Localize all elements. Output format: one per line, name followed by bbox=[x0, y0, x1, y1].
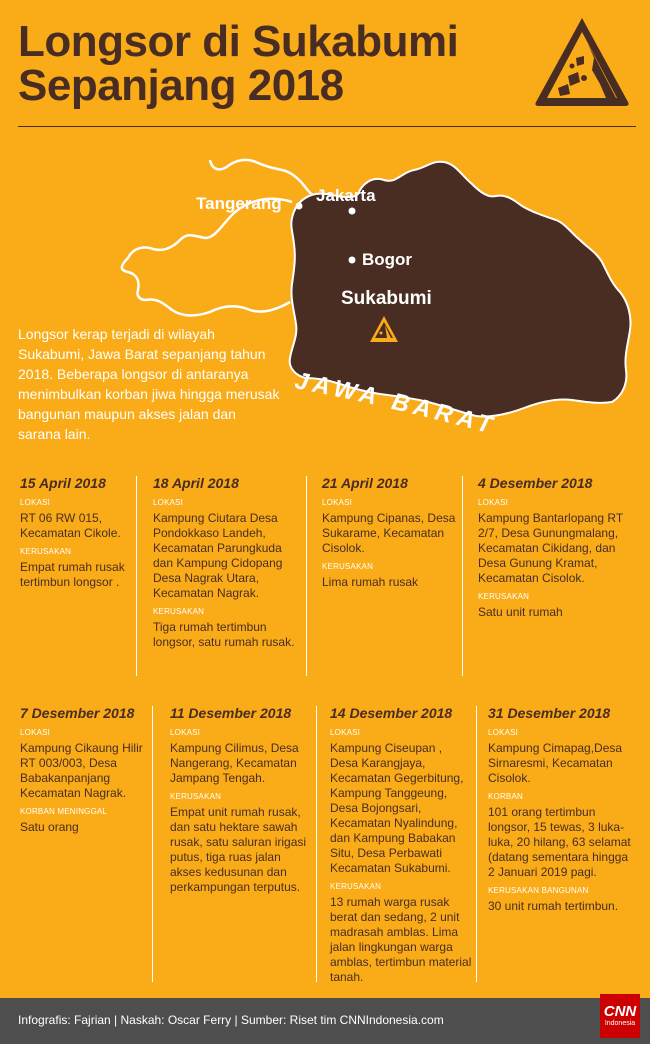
event-label: KERUSAKAN bbox=[330, 882, 382, 891]
event-text: Kampung Ciutara Desa Pondokkaso Landeh, Kecamatan Parungkuda dan Kampung Cidopang Desa Nagrak Utara, Kecamatan Nagrak. bbox=[153, 511, 283, 600]
event-label: KERUSAKAN BANGUNAN bbox=[488, 886, 589, 895]
event-text: 101 orang tertimbun longsor, 15 tewas, 3 luka-luka, 20 hilang, 63 selamat (datang sementara hingga 2 Januari 2019 pagi. bbox=[488, 805, 631, 879]
page-title bbox=[18, 17, 459, 110]
city-label-tangerang: Tangerang bbox=[196, 194, 282, 213]
cnn-logo-subtext: Indonesia bbox=[604, 1020, 636, 1027]
event-label: KERUSAKAN bbox=[170, 792, 222, 801]
event-text: Satu orang bbox=[20, 820, 79, 834]
event-text: Tiga rumah tertimbun longsor, satu rumah rusak. bbox=[153, 620, 295, 649]
event-card bbox=[478, 476, 634, 620]
city-label-bogor: Bogor bbox=[362, 250, 413, 269]
city-label-jakarta: Jakarta bbox=[316, 186, 376, 205]
event-date: 11 Desember 2018 bbox=[170, 705, 292, 721]
title-line-2: Sepanjang 2018 bbox=[18, 61, 344, 110]
jakarta-dot bbox=[349, 208, 356, 215]
event-label: LOKASI bbox=[478, 498, 509, 507]
event-text: Kampung Cilimus, Desa Nangerang, Kecamatan Jampang Tengah. bbox=[170, 741, 299, 785]
event-card bbox=[488, 706, 634, 914]
event-text: Empat unit rumah rusak, dan satu hektare sawah rusak, satu saluran irigasi putus, tiga ruas jalan akses kedusunan dan perkampungan terputus. bbox=[170, 805, 307, 894]
event-label: LOKASI bbox=[488, 728, 519, 737]
event-card bbox=[330, 706, 472, 985]
event-date: 4 Desember 2018 bbox=[478, 475, 593, 491]
column-divider bbox=[136, 476, 137, 676]
cnn-indonesia-logo[interactable] bbox=[600, 994, 640, 1038]
event-text: RT 06 RW 015, Kecamatan Cikole. bbox=[20, 511, 121, 540]
intro-paragraph: Longsor kerap terjadi di wilayah Sukabumi, Jawa Barat sepanjang tahun 2018. Beberapa longsor di antaranya menimbulkan korban jiwa hingga merusak bangunan maupun akses jalan dan sarana lain. bbox=[18, 326, 280, 442]
city-label-sukabumi: Sukabumi bbox=[341, 288, 432, 309]
event-label: KERUSAKAN bbox=[478, 592, 530, 601]
event-card bbox=[20, 706, 144, 835]
event-label: KERUSAKAN bbox=[153, 607, 205, 616]
event-label: LOKASI bbox=[330, 728, 361, 737]
event-date: 7 Desember 2018 bbox=[20, 705, 135, 721]
title-line-1: Longsor di Sukabumi bbox=[18, 17, 459, 66]
event-date: 14 Desember 2018 bbox=[330, 705, 453, 721]
event-card bbox=[20, 476, 144, 590]
column-divider bbox=[306, 476, 307, 676]
event-card bbox=[153, 476, 305, 650]
landslide-warning-icon bbox=[532, 14, 632, 110]
region-label: JAWA BARAT bbox=[292, 367, 500, 441]
event-date: 15 April 2018 bbox=[20, 475, 106, 491]
event-label: KORBAN MENINGGAL bbox=[20, 807, 108, 816]
event-card bbox=[170, 706, 310, 895]
event-date: 31 Desember 2018 bbox=[488, 705, 611, 721]
event-label: LOKASI bbox=[322, 498, 353, 507]
event-date: 21 April 2018 bbox=[322, 475, 408, 491]
event-text: Kampung Bantarlopang RT 2/7, Desa Gunungmalang, Kecamatan Cikidang, dan Desa Gunung Kramat, Kecamatan Cisolok. bbox=[478, 511, 623, 585]
column-divider bbox=[316, 706, 317, 982]
event-card bbox=[322, 476, 456, 590]
event-label: KORBAN bbox=[488, 792, 523, 801]
footer bbox=[0, 998, 650, 1044]
event-text: Kampung Cimapag,Desa Sirnaresmi, Kecamatan Cisolok. bbox=[488, 741, 623, 785]
event-text: Lima rumah rusak bbox=[322, 575, 419, 589]
event-text: Empat rumah rusak tertimbun longsor . bbox=[20, 560, 125, 589]
column-divider bbox=[152, 706, 153, 982]
event-label: LOKASI bbox=[20, 498, 51, 507]
event-label: LOKASI bbox=[20, 728, 51, 737]
event-text: Kampung Cikaung Hilir RT 003/003, Desa Babakanpanjang Kecamatan Nagrak. bbox=[20, 741, 143, 800]
column-divider bbox=[476, 706, 477, 982]
event-label: KERUSAKAN bbox=[322, 562, 374, 571]
cnn-logo-text: CNN bbox=[603, 1003, 637, 1020]
event-label: KERUSAKAN bbox=[20, 547, 72, 556]
footer-credits: Infografis: Fajrian | Naskah: Oscar Ferry | Sumber: Riset tim CNNIndonesia.com bbox=[18, 1013, 444, 1027]
event-label: LOKASI bbox=[153, 498, 184, 507]
bogor-dot bbox=[349, 257, 356, 264]
column-divider bbox=[462, 476, 463, 676]
event-date: 18 April 2018 bbox=[153, 475, 239, 491]
tangerang-dot bbox=[296, 203, 303, 210]
event-text: 30 unit rumah tertimbun. bbox=[488, 899, 619, 913]
event-text: 13 rumah warga rusak berat dan sedang, 2 unit madrasah amblas. Lima jalan lingkungan warga amblas, tertimbun material tanah. bbox=[330, 895, 472, 984]
event-text: Satu unit rumah bbox=[478, 605, 563, 619]
event-label: LOKASI bbox=[170, 728, 201, 737]
event-text: Kampung Ciseupan , Desa Karangjaya, Kecamatan Gegerbitung, Kampung Tanggeung, Desa Bojongsari, Kecamatan Nyalindung, dan Kampung Babakan Situ, Desa Perbawati Kecamatan Sukabumi. bbox=[330, 741, 464, 875]
event-text: Kampung Cipanas, Desa Sukarame, Kecamatan Cisolok. bbox=[322, 511, 456, 555]
header-divider bbox=[18, 126, 636, 127]
